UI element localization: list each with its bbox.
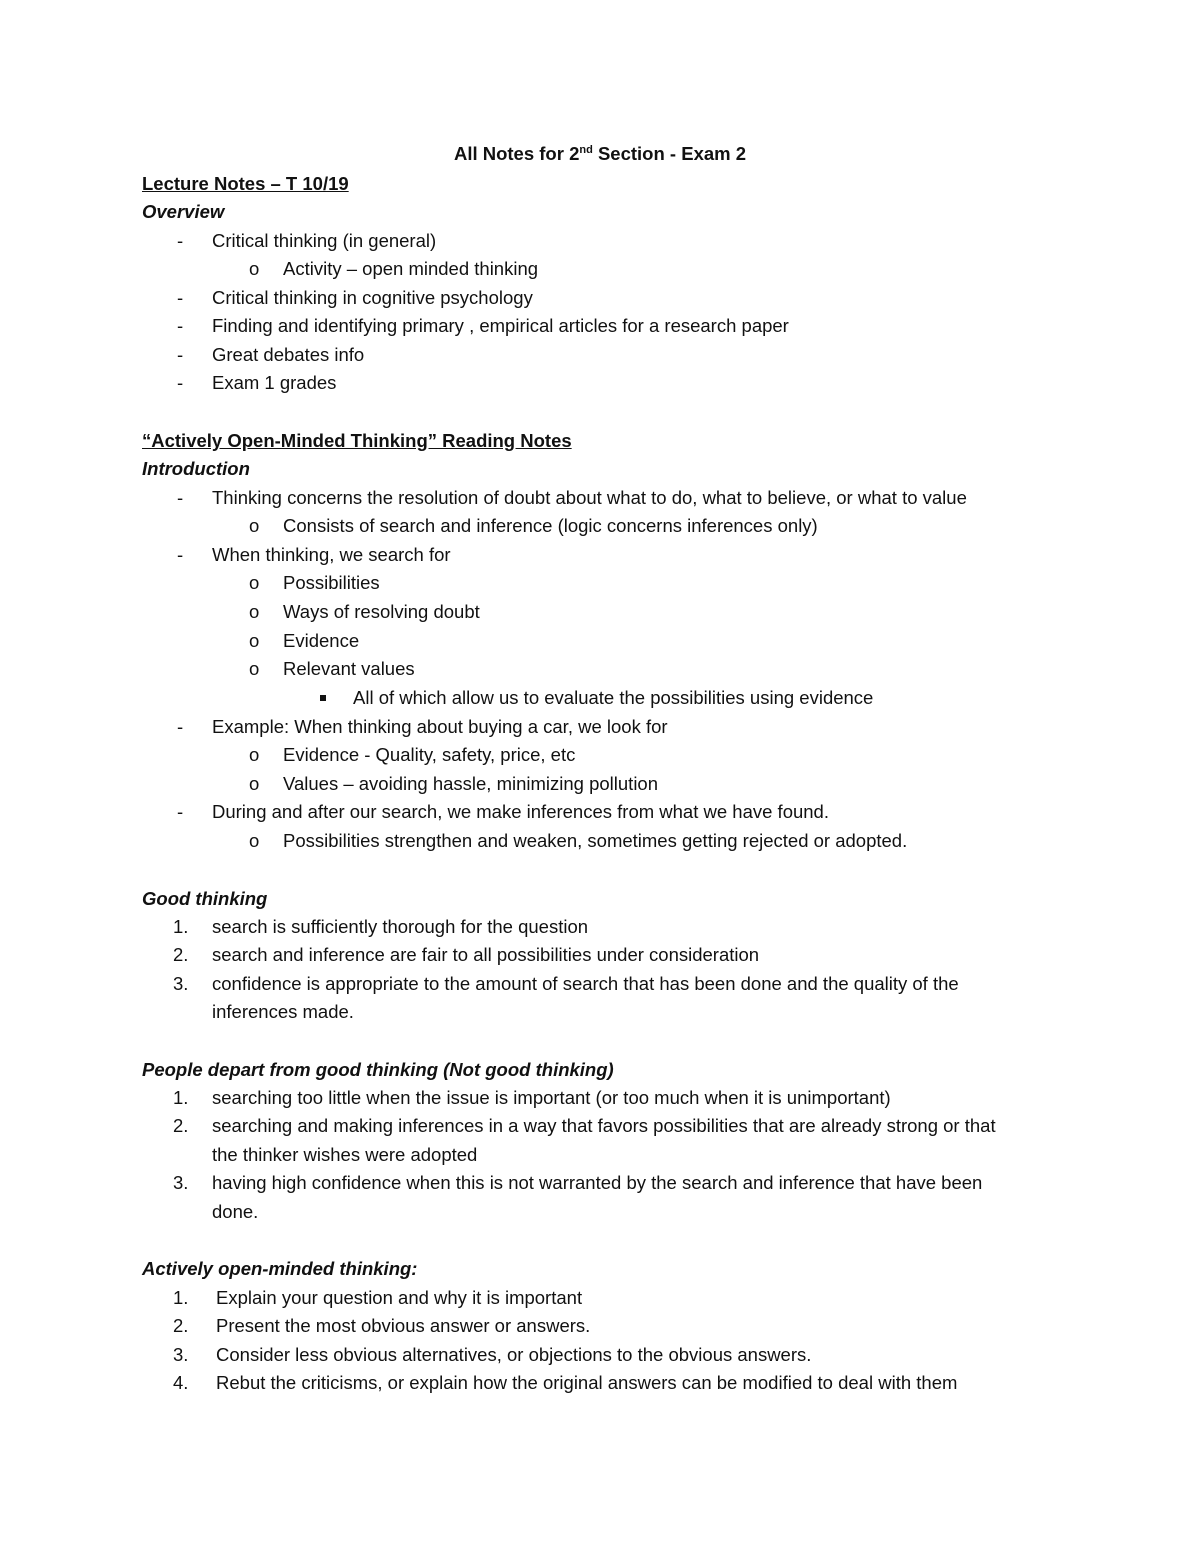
reading-notes-heading: “Actively Open-Minded Thinking” Reading Notes xyxy=(142,430,572,451)
title-suffix: Section - Exam 2 xyxy=(592,143,747,164)
dash-marker: - xyxy=(177,372,184,393)
list-item: Example: When thinking about buying a car, we look for xyxy=(212,716,668,737)
list-item: having high confidence when this is not warranted by the search and inference that have been xyxy=(212,1172,983,1193)
number-marker: 2. xyxy=(173,1315,189,1336)
circle-marker: o xyxy=(249,601,260,622)
title-text: All Notes for 2 xyxy=(453,143,580,164)
circle-marker: o xyxy=(249,658,260,679)
list-item: Ways of resolving doubt xyxy=(283,601,480,622)
list-item: Evidence xyxy=(283,630,360,651)
number-marker: 1. xyxy=(173,1287,189,1308)
circle-marker: o xyxy=(249,630,260,651)
list-item: Critical thinking (in general) xyxy=(212,230,437,251)
list-item: Relevant values xyxy=(283,658,415,679)
dash-marker: - xyxy=(177,487,184,508)
list-item: Evidence - Quality, safety, price, etc xyxy=(283,744,576,765)
circle-marker: o xyxy=(249,773,260,794)
circle-marker: o xyxy=(249,572,260,593)
number-marker: 3. xyxy=(173,973,189,994)
list-item-continuation: done. xyxy=(212,1201,259,1222)
overview-heading: Overview xyxy=(142,201,225,222)
list-item: During and after our search, we make inferences from what we have found. xyxy=(212,801,829,822)
introduction-heading: Introduction xyxy=(142,458,250,479)
list-item: Possibilities xyxy=(283,572,380,593)
list-item: Values – avoiding hassle, minimizing pollution xyxy=(283,773,659,794)
list-item: When thinking, we search for xyxy=(212,544,451,565)
list-item: Possibilities strengthen and weaken, sometimes getting rejected or adopted. xyxy=(283,830,908,851)
list-item: Thinking concerns the resolution of doubt about what to do, what to believe, or what to value xyxy=(212,487,967,508)
list-item: Great debates info xyxy=(212,344,365,365)
good-thinking-heading: Good thinking xyxy=(142,888,268,909)
number-marker: 2. xyxy=(173,944,189,965)
dash-marker: - xyxy=(177,287,184,308)
dash-marker: - xyxy=(177,801,184,822)
number-marker: 1. xyxy=(173,1087,189,1108)
circle-marker: o xyxy=(249,515,260,536)
list-item-continuation: the thinker wishes were adopted xyxy=(212,1144,478,1165)
list-item: Activity – open minded thinking xyxy=(283,258,539,279)
list-item: Critical thinking in cognitive psychology xyxy=(212,287,533,308)
list-item: Exam 1 grades xyxy=(212,372,337,393)
dash-marker: - xyxy=(177,315,184,336)
list-item: searching too little when the issue is important (or too much when it is unimportant) xyxy=(212,1087,891,1108)
aomt-heading: Actively open-minded thinking: xyxy=(142,1258,418,1279)
dash-marker: - xyxy=(177,716,184,737)
circle-marker: o xyxy=(249,258,260,279)
list-item: Rebut the criticisms, or explain how the original answers can be modified to deal with them xyxy=(216,1372,958,1393)
list-item: searching and making inferences in a way that favors possibilities that are already strong or that xyxy=(212,1115,996,1136)
number-marker: 4. xyxy=(173,1372,189,1393)
list-item: Consider less obvious alternatives, or objections to the obvious answers. xyxy=(216,1344,812,1365)
list-item: search and inference are fair to all possibilities under consideration xyxy=(212,944,760,965)
list-item: All of which allow us to evaluate the possibilities using evidence xyxy=(353,687,874,708)
list-item: Consists of search and inference (logic concerns inferences only) xyxy=(283,515,818,536)
title-superscript: nd xyxy=(579,144,593,156)
list-item-continuation: inferences made. xyxy=(212,1001,354,1022)
number-marker: 2. xyxy=(173,1115,189,1136)
dash-marker: - xyxy=(177,344,184,365)
list-item: Explain your question and why it is important xyxy=(216,1287,583,1308)
number-marker: 3. xyxy=(173,1344,189,1365)
circle-marker: o xyxy=(249,744,260,765)
list-item: confidence is appropriate to the amount of search that has been done and the quality of the xyxy=(212,973,959,994)
list-item: Present the most obvious answer or answers. xyxy=(216,1315,591,1336)
lecture-notes-heading: Lecture Notes – T 10/19 xyxy=(142,173,349,194)
list-item: Finding and identifying primary , empirical articles for a research paper xyxy=(212,315,789,336)
number-marker: 1. xyxy=(173,916,189,937)
dash-marker: - xyxy=(177,544,184,565)
circle-marker: o xyxy=(249,830,260,851)
number-marker: 3. xyxy=(173,1172,189,1193)
dash-marker: - xyxy=(177,230,184,251)
page-title xyxy=(0,142,1200,166)
depart-heading: People depart from good thinking (Not good thinking) xyxy=(142,1059,614,1080)
list-item: search is sufficiently thorough for the question xyxy=(212,916,589,937)
square-bullet-icon xyxy=(320,695,326,701)
